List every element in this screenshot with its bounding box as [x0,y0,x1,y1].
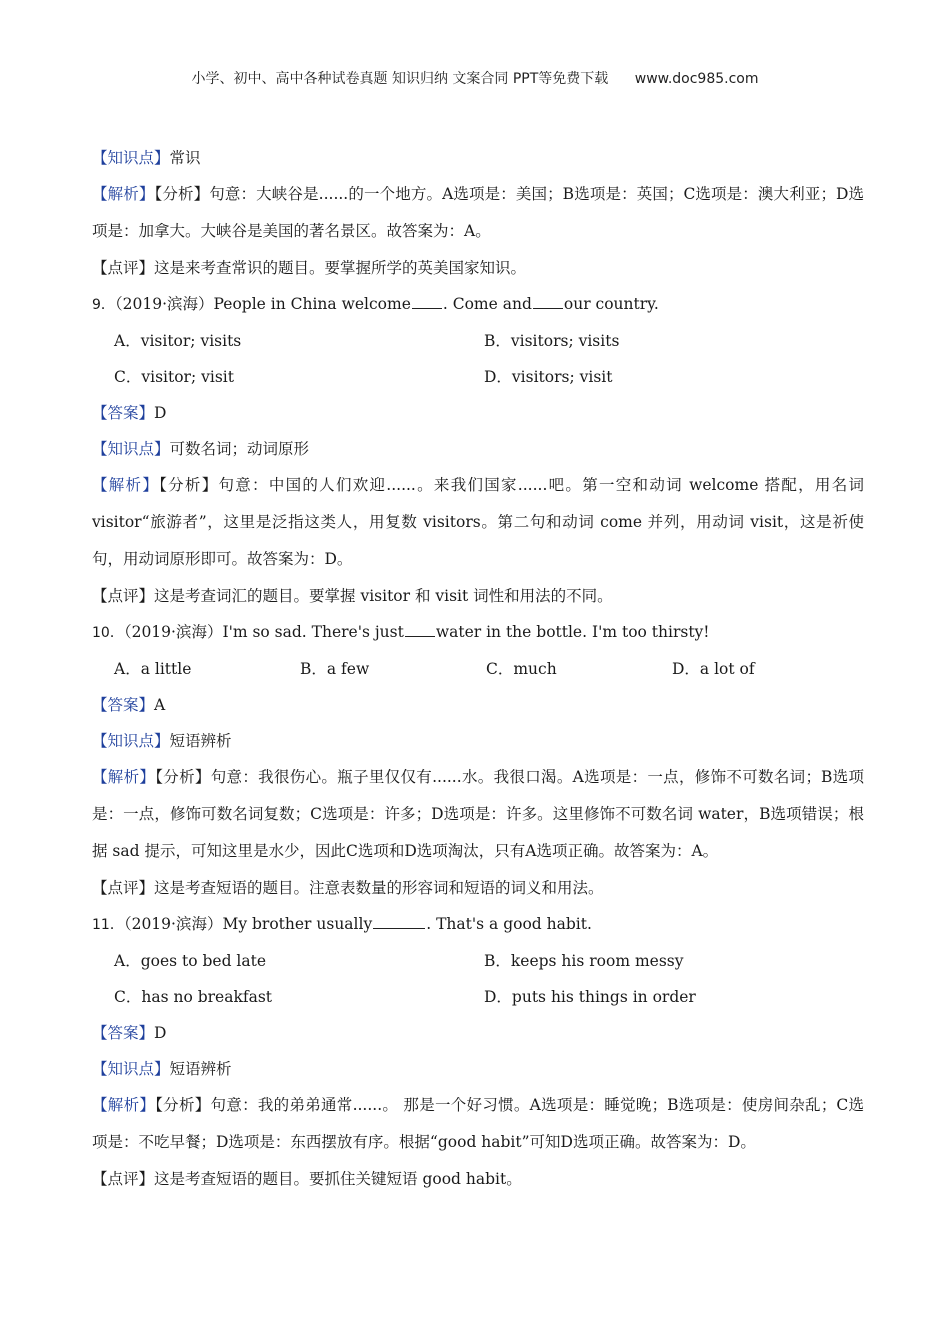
blank [412,294,442,309]
option: A．goes to bed late [114,952,267,970]
q8-analysis: 【解析】【分析】句意：大峡谷是......的一个地方。A选项是：美国；B选项是：英国；C选项是：澳大利亚；D选项是：加拿大。大峡谷是美国的著名景区。故答案为：A。 [92,185,864,240]
q9-knowledge: 【知识点】可数名词；动词原形 [92,440,310,458]
blank [533,294,563,309]
option: A．visitor; visits [114,332,242,350]
option: A．a little [114,660,192,678]
q9-options-row-1 [92,323,864,359]
q9-comment: 【点评】这是考查词汇的题目。要掌握 visitor 和 visit 词性和用法的不同。 [92,587,613,605]
q11-stem: 11．（2019·滨海）My brother usually . That's a good habit. [92,915,592,933]
option: D．visitors; visit [484,368,613,386]
option: B．a few [300,660,370,678]
header-url[interactable]: www.doc985.com [634,71,759,87]
q11-options-row-1 [92,943,864,979]
q8-comment: 【点评】这是来考查常识的题目。要掌握所学的英美国家知识。 [92,259,527,277]
header-text: 小学、初中、高中各种试卷真题 知识归纳 文案合同 PPT等免费下载 [191,71,609,87]
q9-options-row-2 [92,359,864,395]
q10-stem: 10．（2019·滨海）I'm so sad. There's just water in the bottle. I'm too thirsty! [92,623,710,641]
option: D．puts his things in order [484,988,696,1006]
blank [373,914,425,929]
q11-comment: 【点评】这是考查短语的题目。要抓住关键短语 good habit。 [92,1170,522,1188]
q10-comment: 【点评】这是考查短语的题目。注意表数量的形容词和短语的词义和用法。 [92,879,604,897]
q9-analysis: 【解析】【分析】句意：中国的人们欢迎......。来我们国家......吧。第一空和动词 welcome 搭配，用名词 visitor“旅游者”，这里是泛指这类人，用复数 visitors。第二句和动词 come 并列，用动词 visit，这是祈使句，用动词原形即可。故答案为：D。 [92,476,864,568]
option: D．a lot of [672,660,755,678]
q10-options [92,651,864,687]
q8-knowledge: 【知识点】常识 [92,149,201,167]
q11-answer: 【答案】D [92,1024,167,1042]
blank [405,622,435,637]
document-body [92,140,864,1197]
option: B．visitors; visits [484,332,620,350]
q11-analysis: 【解析】【分析】句意：我的弟弟通常......。 那是一个好习惯。A选项是：睡觉晚；B选项是：使房间杂乱；C选项是：不吃早餐；D选项是：东西摆放有序。根据“good habit”可知D选项正确。故答案为：D。 [92,1096,864,1151]
q9-answer: 【答案】D [92,404,167,422]
option: C．visitor; visit [114,368,234,386]
q10-answer: 【答案】A [92,696,166,714]
q10-analysis: 【解析】【分析】句意：我很伤心。瓶子里仅仅有......水。我很口渴。A选项是：一点，修饰不可数名词；B选项是：一点，修饰可数名词复数；C选项是：许多；D选项是：许多。这里修饰不可数名词 water，B选项错误；根据 sad 提示，可知这里是水少，因此C选项和D选项淘汰，只有A选项正确。故答案为：A。 [92,768,864,860]
q11-knowledge: 【知识点】短语辨析 [92,1060,232,1078]
page-header [0,68,950,88]
q10-knowledge: 【知识点】短语辨析 [92,732,232,750]
option: C．much [486,660,557,678]
q9-stem: 9．（2019·滨海）People in China welcome . Come and our country. [92,295,659,313]
option: C．has no breakfast [114,988,273,1006]
option: B．keeps his room messy [484,952,684,970]
q11-options-row-2 [92,979,864,1015]
